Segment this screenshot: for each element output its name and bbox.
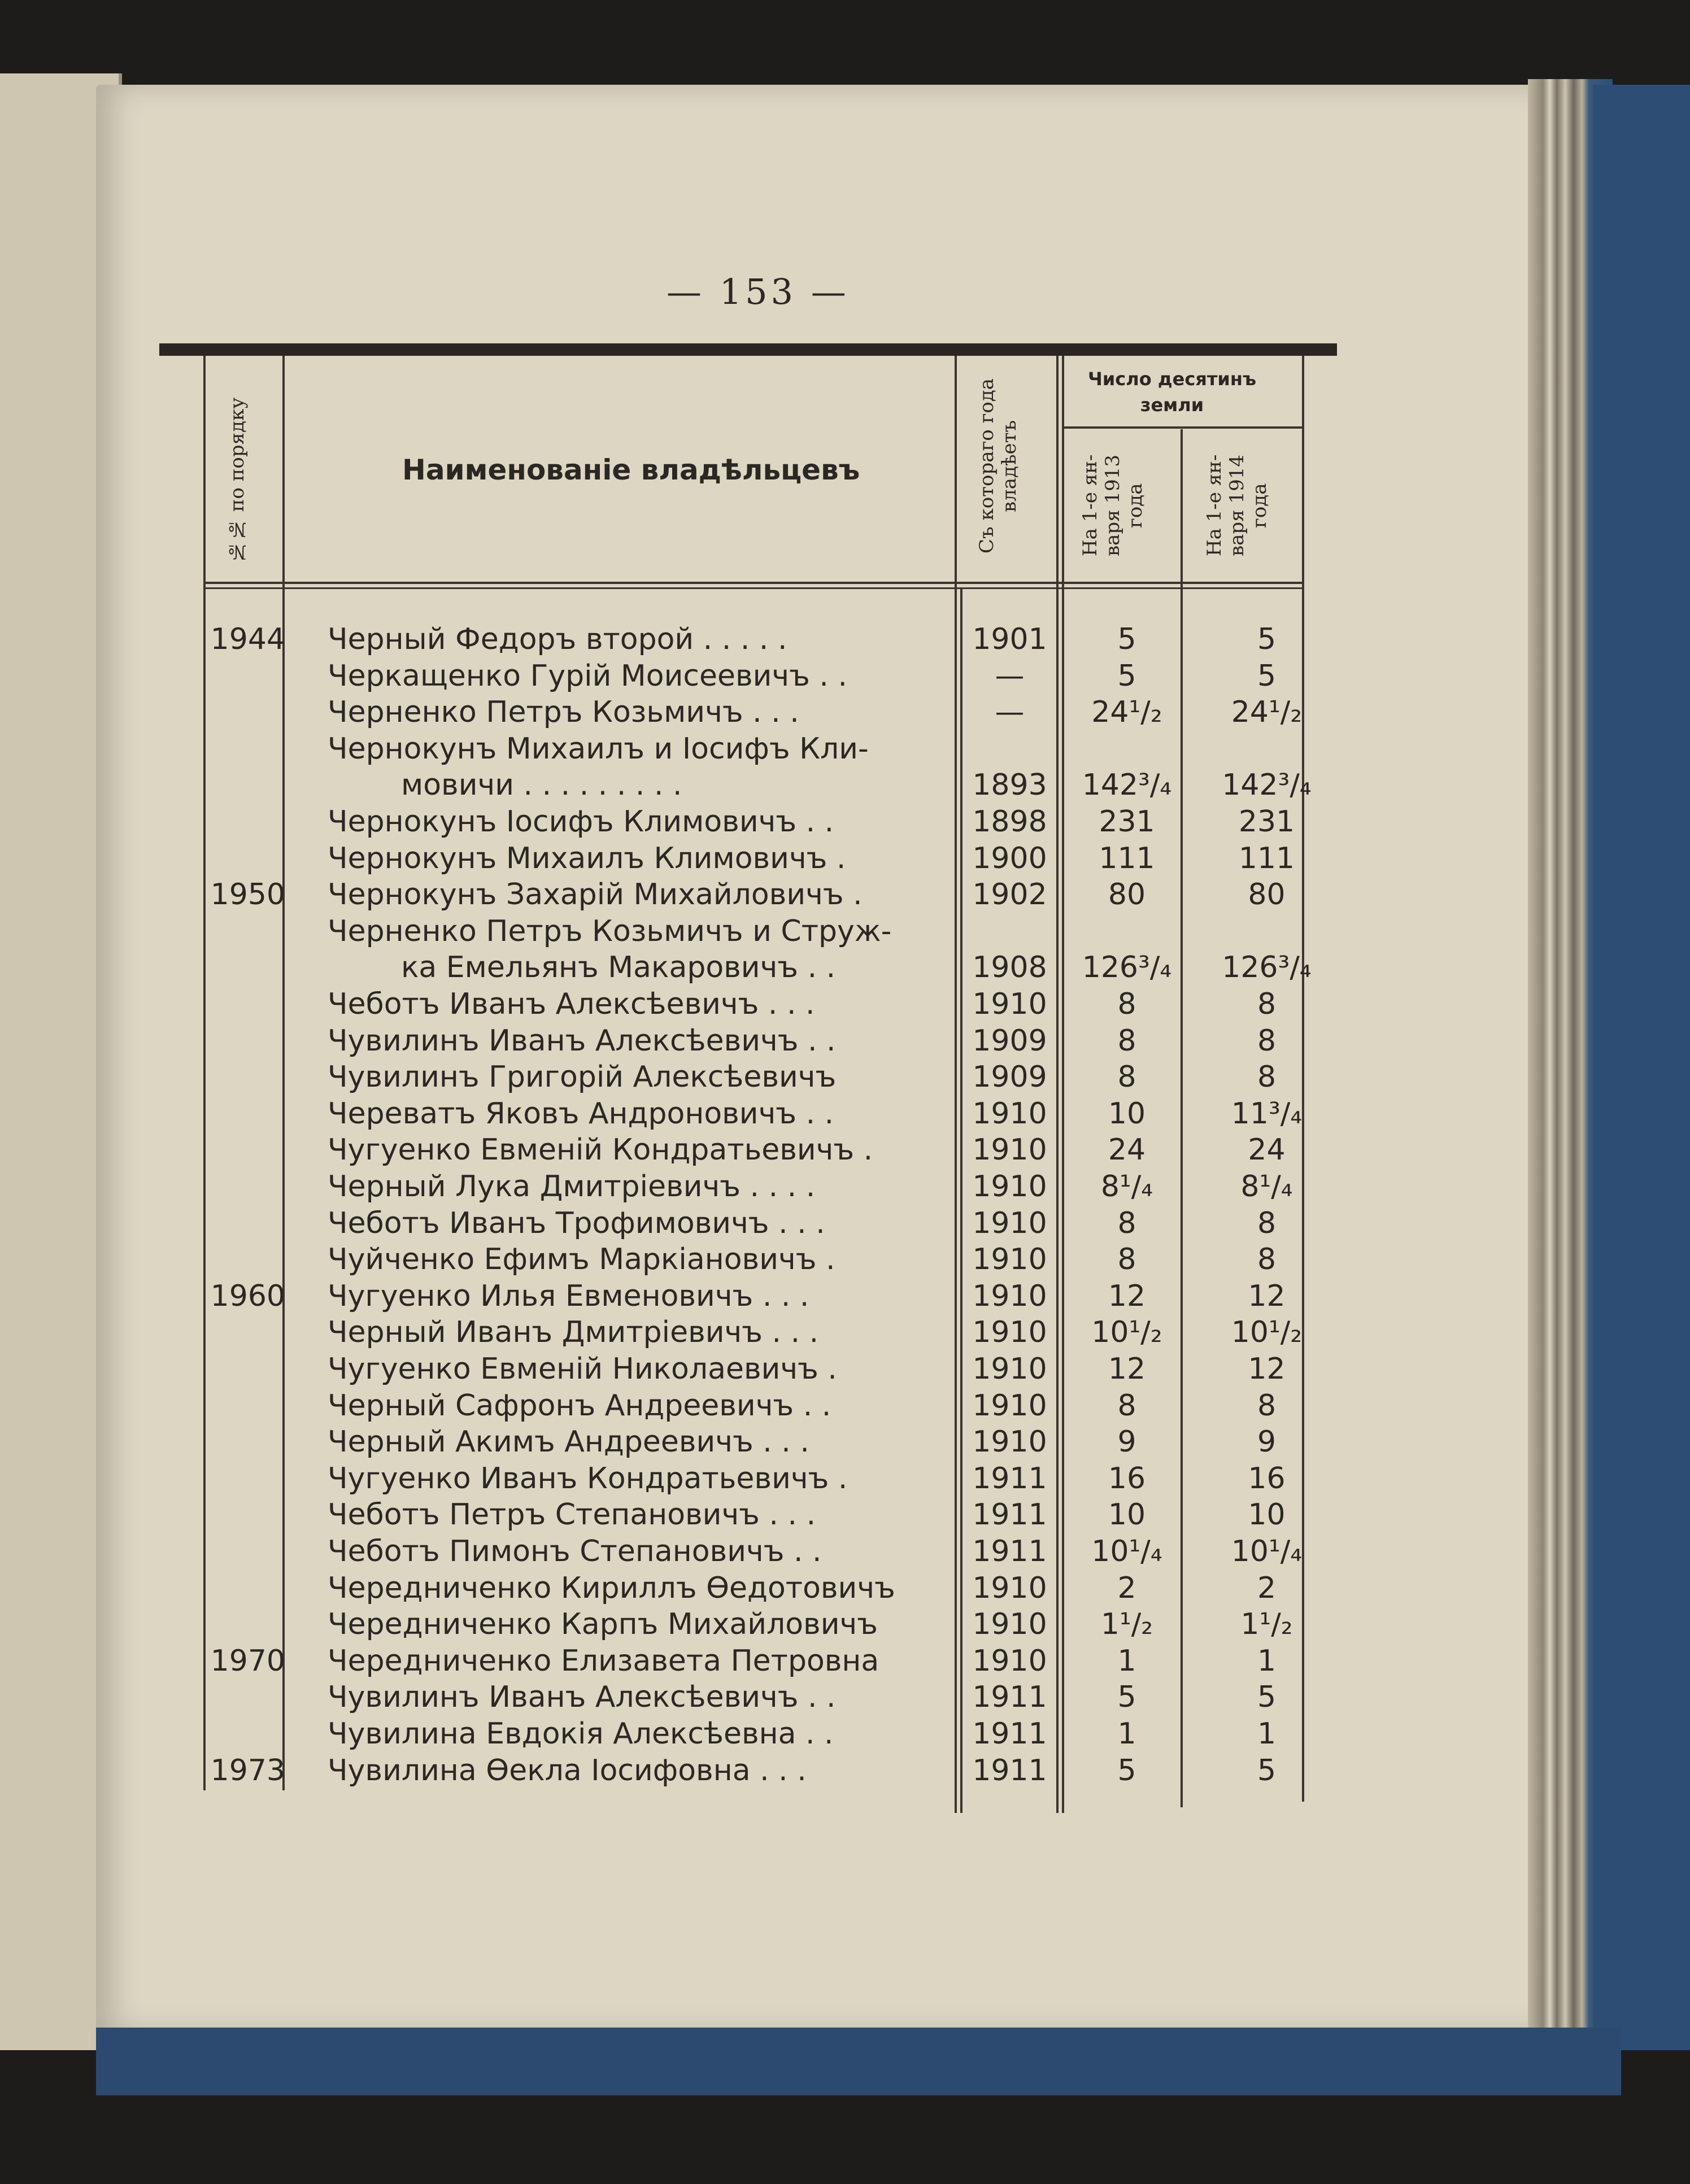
table-row xyxy=(0,658,1356,694)
area-1913: 12 xyxy=(1108,1352,1146,1386)
table-row xyxy=(0,1169,1356,1205)
area-1914: 12 xyxy=(1248,1279,1286,1313)
area-1913: 10 xyxy=(1108,1498,1146,1532)
owner-name: Чеботъ Иванъ Алексѣевичъ . . . xyxy=(328,987,815,1021)
area-1913: 8 xyxy=(1117,1243,1136,1277)
area-1913: 9 xyxy=(1117,1425,1136,1459)
area-1913: 10 xyxy=(1108,1096,1146,1131)
area-1914: 10¹/₄ xyxy=(1231,1535,1303,1568)
owner-name: Чувилинъ Иванъ Алексѣевичъ . . xyxy=(328,1680,836,1715)
area-1914: 24¹/₂ xyxy=(1231,695,1303,730)
area-1914: 1 xyxy=(1257,1717,1277,1751)
owner-since-year: 1911 xyxy=(972,1753,1047,1788)
page-number: — 153 — xyxy=(667,271,850,312)
owner-name: Черный Иванъ Дмитріевичъ . . . xyxy=(328,1315,819,1350)
area-1914: 1 xyxy=(1257,1644,1277,1678)
area-1913: 126³/₄ xyxy=(1082,951,1172,985)
table-row xyxy=(0,949,1356,986)
owner-name: Чугуенко Евменій Николаевичъ . xyxy=(328,1352,837,1386)
table-row xyxy=(0,1241,1356,1278)
table-row xyxy=(0,1278,1356,1314)
area-1914: 5 xyxy=(1257,1680,1277,1715)
header-bottom-rule-double xyxy=(203,587,1302,589)
owner-name: Чередниченко Кириллъ Өедотовичъ xyxy=(328,1571,895,1605)
owner-name: Черный Сафронъ Андреевичъ . . xyxy=(328,1388,831,1423)
owner-since-year: 1910 xyxy=(972,1206,1047,1240)
area-1914: 5 xyxy=(1257,622,1277,656)
book-cover-bottom xyxy=(96,2028,1621,2095)
table-row xyxy=(0,1533,1356,1570)
owner-since-year: 1911 xyxy=(972,1680,1047,1715)
owner-since-year: 1911 xyxy=(972,1717,1047,1751)
area-1914: 8 xyxy=(1257,1206,1277,1240)
table-row xyxy=(0,1570,1356,1606)
area-1914: 2 xyxy=(1257,1571,1277,1605)
header-col-1913: На 1-е ян-варя 1913 года xyxy=(1079,454,1147,557)
area-1914: 5 xyxy=(1257,659,1277,693)
owner-since-year: 1910 xyxy=(972,1279,1047,1313)
area-1914: 10 xyxy=(1248,1498,1286,1532)
row-number: 1960 xyxy=(210,1279,285,1313)
owner-since-year: 1910 xyxy=(972,1607,1047,1642)
table-row xyxy=(0,1205,1356,1241)
area-1914: 9 xyxy=(1257,1425,1277,1459)
owner-since-year: 1910 xyxy=(972,987,1047,1021)
owner-since-year: 1909 xyxy=(972,1023,1047,1058)
area-1913: 111 xyxy=(1099,841,1155,875)
table-row xyxy=(0,1461,1356,1497)
row-number: 1970 xyxy=(210,1644,285,1678)
area-1913: 5 xyxy=(1117,622,1136,656)
table-row xyxy=(0,1314,1356,1350)
owner-since-year: 1908 xyxy=(972,951,1047,985)
table-row xyxy=(0,1059,1356,1095)
area-1913: 24¹/₂ xyxy=(1091,695,1162,730)
table-row xyxy=(0,1643,1356,1679)
table-row xyxy=(0,986,1356,1022)
area-1913: 1 xyxy=(1117,1644,1136,1678)
owner-name: Чугуенко Иванъ Кондратьевичъ . xyxy=(328,1461,848,1496)
area-1914: 126³/₄ xyxy=(1222,951,1312,985)
area-1913: 8 xyxy=(1117,1388,1136,1423)
owner-name: Черкащенко Гурій Моисеевичъ . . xyxy=(328,659,847,693)
area-1913: 10¹/₄ xyxy=(1091,1535,1162,1568)
owner-since-year: 1910 xyxy=(972,1388,1047,1423)
table-row xyxy=(0,694,1356,730)
area-1913: 80 xyxy=(1108,878,1146,912)
area-1914: 12 xyxy=(1248,1352,1286,1386)
owner-since-year: 1910 xyxy=(972,1096,1047,1131)
owner-since-year: 1910 xyxy=(972,1170,1047,1204)
area-1914: 111 xyxy=(1238,841,1295,875)
area-1914: 8¹/₄ xyxy=(1240,1170,1293,1204)
owner-name: Чернокунъ Михаилъ и Іосифъ Кли- xyxy=(328,731,869,766)
table-row xyxy=(0,1132,1356,1168)
header-col-area-group: Число десятинъ земли xyxy=(1088,368,1256,416)
owner-since-year: 1910 xyxy=(972,1133,1047,1167)
table-row xyxy=(0,1424,1356,1460)
table-row xyxy=(0,1351,1356,1387)
area-1914: 1¹/₂ xyxy=(1240,1607,1293,1642)
owner-name: Чеботъ Пимонъ Степановичъ . . xyxy=(328,1535,822,1568)
owner-name: Чередниченко Елизавета Петровна xyxy=(328,1644,879,1678)
area-1913: 10¹/₂ xyxy=(1091,1315,1162,1350)
owner-since-year: 1910 xyxy=(972,1425,1047,1459)
owner-name: Чувилинъ Григорій Алексѣевичъ xyxy=(328,1060,837,1095)
area-1914: 8 xyxy=(1257,1388,1277,1423)
owner-name: Черненко Петръ Козьмичъ и Струж- xyxy=(328,914,892,948)
header-col-name: Наименованіе владѣльцевъ xyxy=(402,454,860,486)
table-row xyxy=(0,1388,1356,1424)
owner-since-year: 1901 xyxy=(972,622,1047,656)
area-1914: 8 xyxy=(1257,1243,1277,1277)
area-1913: 1¹/₂ xyxy=(1100,1607,1153,1642)
owner-name: Чувилинъ Иванъ Алексѣевичъ . . xyxy=(328,1023,836,1058)
owner-name: Чугуенко Евменій Кондратьевичъ . xyxy=(328,1133,873,1167)
owner-name: Чувилина Өекла Іосифовна . . . xyxy=(328,1753,807,1788)
area-1913: 16 xyxy=(1108,1461,1146,1496)
book-cover-edge xyxy=(1593,85,1690,2050)
header-col-number: №№ по порядку xyxy=(226,397,249,563)
area-1913: 2 xyxy=(1117,1571,1136,1605)
table-row xyxy=(0,913,1356,949)
table-row xyxy=(0,1023,1356,1059)
owner-name: Чугуенко Илья Евменовичъ . . . xyxy=(328,1279,809,1313)
table-row xyxy=(0,767,1356,803)
table-row xyxy=(0,1679,1356,1715)
area-1913: 5 xyxy=(1117,1753,1136,1788)
owner-name: Черный Федоръ второй . . . . . xyxy=(328,622,787,656)
owner-name: Черненко Петръ Козьмичъ . . . xyxy=(328,695,799,730)
owner-name: Чернокунъ Михаилъ Климовичъ . xyxy=(328,841,846,875)
row-number: 1944 xyxy=(210,622,285,656)
table-row xyxy=(0,731,1356,767)
table-row xyxy=(0,877,1356,913)
area-1914: 80 xyxy=(1248,878,1286,912)
owner-since-year: — xyxy=(995,659,1025,693)
area-1914: 11³/₄ xyxy=(1231,1096,1303,1131)
owner-since-year: 1902 xyxy=(972,878,1047,912)
area-1913: 24 xyxy=(1108,1133,1146,1167)
row-number: 1950 xyxy=(210,878,285,912)
owner-name: Чернокунъ Захарій Михайловичъ . xyxy=(328,878,863,912)
area-1914: 24 xyxy=(1248,1133,1286,1167)
area-1913: 8 xyxy=(1117,1206,1136,1240)
table-top-rule xyxy=(159,343,1337,356)
owner-since-year: 1910 xyxy=(972,1315,1047,1350)
table-row xyxy=(0,1753,1356,1789)
owner-since-year: 1898 xyxy=(972,805,1047,839)
area-1913: 1 xyxy=(1117,1717,1136,1751)
header-bottom-rule xyxy=(203,582,1302,584)
table-row xyxy=(0,840,1356,877)
owner-name: Чеботъ Иванъ Трофимовичъ . . . xyxy=(328,1206,825,1240)
owner-since-year: 1910 xyxy=(972,1644,1047,1678)
owner-since-year: 1911 xyxy=(972,1461,1047,1496)
area-1914: 231 xyxy=(1238,805,1295,839)
area-1913: 8 xyxy=(1117,1023,1136,1058)
owner-since-year: 1909 xyxy=(972,1060,1047,1095)
owner-name: Чередниченко Карпъ Михайловичъ xyxy=(328,1607,878,1642)
owner-since-year: 1911 xyxy=(972,1535,1047,1568)
area-1914: 8 xyxy=(1257,987,1277,1021)
table-row xyxy=(0,804,1356,840)
area-1913: 8 xyxy=(1117,1060,1136,1095)
owner-since-year: 1900 xyxy=(972,841,1047,875)
header-group-rule xyxy=(1062,426,1302,429)
area-1914: 16 xyxy=(1248,1461,1286,1496)
area-1913: 8 xyxy=(1117,987,1136,1021)
table-row xyxy=(0,1606,1356,1642)
row-number: 1973 xyxy=(210,1753,285,1788)
owner-name: мовичи . . . . . . . . . xyxy=(401,768,682,803)
area-1913: 5 xyxy=(1117,1680,1136,1715)
area-1913: 231 xyxy=(1099,805,1155,839)
area-1914: 10¹/₂ xyxy=(1231,1315,1303,1350)
area-1914: 142³/₄ xyxy=(1222,768,1312,803)
owner-name: ка Емельянъ Макаровичъ . . xyxy=(401,951,836,985)
owner-since-year: 1911 xyxy=(972,1498,1047,1532)
area-1913: 142³/₄ xyxy=(1082,768,1172,803)
header-col-since: Съ котораго года владѣетъ xyxy=(975,378,1021,554)
owner-since-year: 1893 xyxy=(972,768,1047,803)
table-row xyxy=(0,1497,1356,1533)
owner-name: Чуйченко Ефимъ Маркіановичъ . xyxy=(328,1243,835,1277)
owner-name: Чернокунъ Іосифъ Климовичъ . . xyxy=(328,805,834,839)
area-1914: 5 xyxy=(1257,1753,1277,1788)
owner-name: Череватъ Яковъ Андроновичъ . . xyxy=(328,1096,834,1131)
area-1913: 12 xyxy=(1108,1279,1146,1313)
owner-since-year: 1910 xyxy=(972,1571,1047,1605)
area-1913: 5 xyxy=(1117,659,1136,693)
table-row xyxy=(0,621,1356,657)
owner-name: Черный Лука Дмитріевичъ . . . . xyxy=(328,1170,816,1204)
table-row xyxy=(0,1716,1356,1752)
owner-name: Черный Акимъ Андреевичъ . . . xyxy=(328,1425,809,1459)
area-1913: 8¹/₄ xyxy=(1100,1170,1153,1204)
owner-name: Чувилина Евдокія Алексѣевна . . xyxy=(328,1717,834,1751)
owner-name: Чеботъ Петръ Степановичъ . . . xyxy=(328,1498,816,1532)
header-col-1914: На 1-е ян-варя 1914 года xyxy=(1203,454,1271,557)
owner-since-year: — xyxy=(995,695,1025,730)
table-row xyxy=(0,1096,1356,1132)
area-1914: 8 xyxy=(1257,1060,1277,1095)
owner-since-year: 1910 xyxy=(972,1243,1047,1277)
area-1914: 8 xyxy=(1257,1023,1277,1058)
owner-since-year: 1910 xyxy=(972,1352,1047,1386)
